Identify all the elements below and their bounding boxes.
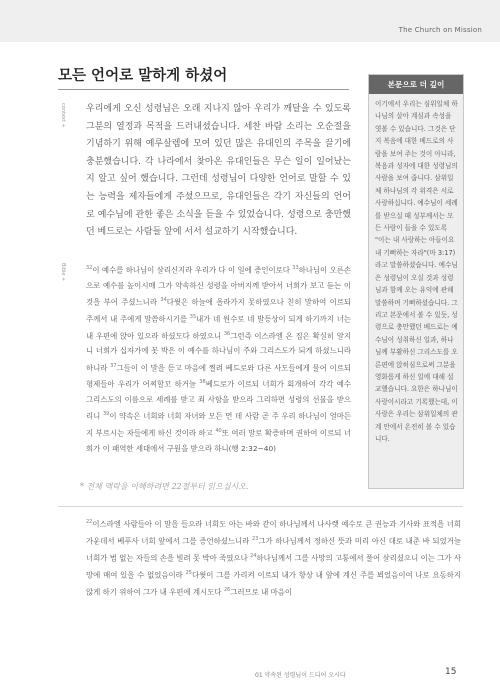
verse-text: 하나님이 오른손으로 예수를 높이시매 그가 약속하신 성령을 아버지께 받아서 너희가 보고 듣는 이것을 부어 주셨느니라 [86,265,351,307]
sidebar-body: 이기에서 우리는 심위일체 하나님의 살아 계심과 속성을 엿볼 수 있습니다. 그것은 단지 복음에 대한 베드로의 사람을 보여 주는 것이 아니라, 복음과 성자에 대한 성령님의 사람을 보여 줍니다. 삼위일체 하나님의 각 위격은 서로 사랑하십니다. 예수님이 세례를 받으실 때 성부께서는 모든 사람이 들을 수 있도록 "이는 내 사랑하는 아들이요 내 기뻐하는 자라"(마 3:17)라고 말씀하셨습니다. 예수님은 성령님이 오실 것과 성령님과 함께 오는 유익에 관해 말씀하며 기뻐하셨습니다. 그리고 본문에서 볼 수 있듯, 성령으로 충만했던 베드로는 예수님이 성취하신 일과, 하나님께 부활하신 그리스도를 오른편에 앉히심으로써 그분을 영화롭게 하신 일에 대해 설교했습니다. 요한은 하나님이 사랑이시라고 기록했는데, 이 사랑은 우리는 삼위일체의 관계 안에서 온전히 볼 수 있습니다. [375,100,458,443]
verse-text: 하나님께서 그를 사망의 고통에서 풀어 살리셨으니 이는 그가 사망에 매여 있을 수 없었음이라 [86,553,461,580]
verse-text: 이 예수를 하나님이 살리신지라 우리가 다 이 일에 증인이로다 [92,265,293,275]
page-number: 15 [445,667,457,677]
section-divider [58,506,463,507]
verse-number: 34 [160,297,167,304]
verse-number: 40 [215,428,222,435]
header-bar [0,0,500,42]
verse-text: 그런즉 이스라엘 온 집은 확실히 알지니 너희가 십자가에 못 박은 이 예수를 하나님이 주와 그리스도가 되게 하셨느니라 하니라 [86,331,352,373]
verse-text: 또 여러 말로 확증하며 권하여 이르되 너희가 이 패역한 세대에서 구원을 받으라 하니 [86,428,351,454]
verse-number: 32 [86,265,93,271]
verse-text: 이 약속은 너희와 너희 자녀와 모든 먼 데 사람 곧 주 우리 하나님이 얼마든지 부르시는 자들에게 하신 것이라 하고 [86,411,351,438]
footer-chapter: 01 약속된 성령님이 드디어 오시다 [255,672,346,679]
reading-note: * 전체 맥락을 이해하려면 22절부터 읽으십시오. [80,482,249,491]
verse-number: 33 [292,265,299,271]
running-header: The Church on Mission [398,26,482,34]
verse-text: 그들이 이 말을 듣고 마음에 찔려 베드로와 다른 사도들에게 물어 이르되 형제들아 우리가 어찌할꼬 하거늘 [86,363,351,389]
sidebar-box [368,74,464,489]
verse-number: 26 [223,586,231,593]
bible-label: Bible + [60,263,66,282]
verse-number: 23 [252,535,259,542]
verse-text: 베드로가 이르되 너희가 회개하여 각각 예수 그리스도의 이름으로 세례를 받고 죄 사함을 받으라 그리하면 성령의 선물을 받으리니 [86,379,351,421]
verse-number: 38 [199,379,206,386]
title-divider [58,89,349,90]
verse-text: 내가 네 원수로 네 발등상이 되게 하기까지 너는 내 우편에 앉아 있으라 하셨도다 하였으니 [86,314,351,341]
verse-number: 24 [250,552,257,559]
verse-text: 그가 하나님께서 정하신 뜻과 미리 아신 대로 내준 바 되었거늘 너희가 법 없는 자들의 손을 빌려 못 박아 죽였으나 [86,536,461,563]
scripture-passage [86,261,351,456]
context-label: context + [60,103,66,128]
verse-text: 그러므로 내 마음이 [230,586,293,596]
context-passage [86,515,461,599]
verse-number: 35 [189,313,197,320]
verse-number: 22 [86,519,93,525]
verse-text: 이스라엘 사람들아 이 말을 들으라 너희도 아는 바와 같이 하나님께서 나사렛 예수로 큰 권능과 기사와 표적을 너희 가운데서 베푸사 너희 앞에서 그를 증언하셨느니라 [86,519,461,546]
verse-number: 39 [102,411,110,418]
verse-number: 25 [185,569,192,576]
scripture-reference: (행 2:32~40) [228,444,277,454]
sidebar-title: 본문으로 더 깊이 [369,75,463,94]
intro-paragraph: 우리에게 오신 성령님은 오래 지나지 않아 우리가 깨달을 수 있도록 그분의 열정과 목적을 드러내셨습니다. 세찬 바람 소리는 오순절을 기념하기 위해 예루살렘에 모여 있던 많은 유대인의 주목을 끌기에 충분했습니다. 각 나라에서 찾아온 유대인들은 무슨 일이 일어났는지 알고 싶어 했습니다. 그런데 성령님이 다양한 언어로 말할 수 있는 능력을 제자들에게 주셨으므로, 유대인들은 각기 자신들의 언어로 예수님에 관한 좋은 소식을 듣을 수 있었습니다. 성령으로 충만했던 베드로는 사람들 앞에 서서 설교하기 시작했습니다. [86,104,351,238]
verse-text: 다윗이 그를 가리켜 이르되 내가 항상 내 앞에 계신 주를 뵈었음이여 나로 요동하지 않게 하기 위하여 그가 내 우편에 계시도다 [86,570,462,596]
verse-number: 37 [110,362,117,369]
verse-text: 다윗은 하늘에 올라가지 못하였으나 친히 말하여 이르되 주께서 내 주에게 말씀하시기를 [86,297,351,324]
section-title: 모든 언어로 말하게 하셨어 [58,68,228,84]
verse-number: 36 [223,330,231,337]
